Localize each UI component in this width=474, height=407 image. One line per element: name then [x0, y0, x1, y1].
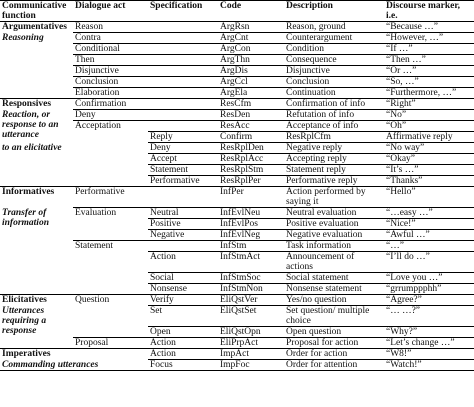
- desc-cell: Counterargument: [284, 33, 384, 44]
- code-cell: ResRplStm: [218, 165, 284, 176]
- act-cell: [73, 230, 148, 241]
- desc-cell: Announcement of actions: [284, 252, 384, 273]
- act-cell: Statement: [73, 241, 148, 252]
- spec-cell: [148, 33, 218, 44]
- spec-cell: [148, 55, 218, 66]
- marker-cell: “…”: [384, 241, 474, 252]
- act-cell: Acceptation: [73, 121, 148, 132]
- spec-cell: [148, 241, 218, 252]
- act-cell: [73, 143, 148, 154]
- spec-cell: [148, 77, 218, 88]
- code-cell: ArgCnt: [218, 33, 284, 44]
- spec-cell: [148, 88, 218, 99]
- table-row: [0, 110, 474, 121]
- header-function: Communicative function: [0, 1, 73, 22]
- act-cell: Deny: [73, 110, 148, 121]
- table-row: [0, 349, 474, 360]
- desc-cell: Order for attention: [284, 360, 384, 371]
- act-cell: Conditional: [73, 44, 148, 55]
- act-cell: [73, 252, 148, 273]
- spec-cell: [148, 44, 218, 55]
- table-row: [0, 33, 474, 44]
- desc-cell: Consequence: [284, 55, 384, 66]
- act-cell: [73, 273, 148, 284]
- desc-cell: Social statement: [284, 273, 384, 284]
- marker-cell: “W8!”: [384, 349, 474, 360]
- marker-cell: “Furthermore, …”: [384, 88, 474, 99]
- marker-cell: “Awful …”: [384, 230, 474, 241]
- spec-cell: Set: [148, 306, 218, 327]
- function-elicitatives: Elicitatives: [0, 295, 73, 306]
- spec-cell: Deny: [148, 143, 218, 154]
- code-cell: ArgRsn: [218, 22, 284, 33]
- spec-cell: Focus: [148, 360, 218, 371]
- spec-cell: Action: [148, 252, 218, 273]
- spec-cell: Action: [148, 349, 218, 360]
- desc-cell: Confirmation of info: [284, 99, 384, 110]
- spec-cell: Action: [148, 338, 218, 349]
- spec-cell: [148, 110, 218, 121]
- header-desc: Description: [284, 1, 384, 22]
- code-cell: ResDen: [218, 110, 284, 121]
- code-cell: EliPrpAct: [218, 338, 284, 349]
- code-cell: EliQstOpn: [218, 327, 284, 338]
- spec-cell: Confirm: [218, 132, 284, 143]
- marker-cell: “Agree?”: [384, 295, 474, 306]
- act-cell: Reason: [73, 22, 148, 33]
- marker-cell: “grrumppphh”: [384, 284, 474, 295]
- desc-cell: Affirmative reply: [384, 132, 474, 143]
- desc-cell: Negative evaluation: [284, 230, 384, 241]
- spec-cell: Open: [148, 327, 218, 338]
- marker-cell: “Hello”: [384, 187, 474, 208]
- code-cell: InfStmNon: [218, 284, 284, 295]
- code-cell: InfStmAct: [218, 252, 284, 273]
- desc-cell: Statement reply: [284, 165, 384, 176]
- function-utterances: Utterances requiring a response: [2, 305, 47, 336]
- act-cell: Proposal: [73, 338, 148, 349]
- act-cell: [73, 154, 148, 165]
- spec-cell: Negative: [148, 230, 218, 241]
- desc-cell: Reason, ground: [284, 22, 384, 33]
- marker-cell: “Because …”: [384, 22, 474, 33]
- desc-cell: Continuation: [284, 88, 384, 99]
- table-row: [0, 360, 474, 371]
- function-transfer: Transfer of information: [2, 207, 49, 228]
- code-cell: ResRplDen: [218, 143, 284, 154]
- desc-cell: Acceptance of info: [284, 121, 384, 132]
- table-row: [0, 143, 474, 154]
- act-cell: Contra: [73, 33, 148, 44]
- marker-cell: “It’s …”: [384, 165, 474, 176]
- desc-cell: Accepting reply: [284, 154, 384, 165]
- function-imperatives: Imperatives: [0, 349, 73, 360]
- desc-cell: Condition: [284, 44, 384, 55]
- act-cell: Then: [73, 55, 148, 66]
- function-argumentatives: Argumentatives: [0, 22, 73, 33]
- code-cell: ArgThn: [218, 55, 284, 66]
- act-cell: Disjunctive: [73, 66, 148, 77]
- marker-cell: “Why?”: [384, 327, 474, 338]
- function-responsives: Responsives: [0, 99, 73, 110]
- code-cell: InfEvlNeu: [218, 208, 284, 219]
- spec-cell: Performative: [148, 176, 218, 187]
- act-cell: [73, 284, 148, 295]
- act-cell: [73, 219, 148, 230]
- table-row: [0, 208, 474, 219]
- code-cell: ResCfm: [218, 99, 284, 110]
- header-code: Code: [218, 1, 284, 22]
- act-cell: Evaluation: [73, 208, 148, 219]
- marker-cell: “However, …”: [384, 33, 474, 44]
- desc-cell: Set question/ multiple choice: [284, 306, 384, 327]
- function-informatives: Informatives: [0, 187, 73, 208]
- marker-cell: “If …”: [384, 44, 474, 55]
- desc-cell: Task information: [284, 241, 384, 252]
- act-cell: [73, 176, 148, 187]
- desc-cell: Neutral evaluation: [284, 208, 384, 219]
- desc-cell: Conclusion: [284, 77, 384, 88]
- desc-cell: Order for action: [284, 349, 384, 360]
- marker-cell: “…easy …”: [384, 208, 474, 219]
- spec-cell: Neutral: [148, 208, 218, 219]
- marker-cell: “Oh”: [384, 121, 474, 132]
- marker-cell: “… …?”: [384, 306, 474, 327]
- spec-cell: Social: [148, 273, 218, 284]
- marker-cell: “Love you …”: [384, 273, 474, 284]
- table-row: [0, 295, 474, 306]
- code-cell: InfStmSoc: [218, 273, 284, 284]
- code-cell: InfPer: [218, 187, 284, 208]
- header-act: Dialogue act: [73, 1, 148, 22]
- act-cell: Confirmation: [73, 99, 148, 110]
- header-marker: Discourse marker, i.e.: [384, 1, 474, 22]
- code-cell: ResRplAcc: [218, 154, 284, 165]
- code-cell: EliQstVer: [218, 295, 284, 306]
- code-cell: ImpAct: [218, 349, 284, 360]
- spec-cell: [148, 66, 218, 77]
- function-reasoning: Reasoning: [2, 32, 44, 43]
- spec-cell: Accept: [148, 154, 218, 165]
- code-cell: InfStm: [218, 241, 284, 252]
- table-row: [0, 22, 474, 33]
- act-cell: [73, 165, 148, 176]
- marker-cell: “Watch!”: [384, 360, 474, 371]
- table-row: [0, 99, 474, 110]
- desc-cell: Proposal for action: [284, 338, 384, 349]
- function-commanding: Commanding utterances: [2, 359, 99, 370]
- code-cell: InfEvlNeg: [218, 230, 284, 241]
- marker-cell: “Right”: [384, 99, 474, 110]
- code-cell: ArgCcl: [218, 77, 284, 88]
- header-row: [0, 1, 474, 22]
- act-cell: Reply: [148, 132, 218, 143]
- act-cell: Conclusion: [73, 77, 148, 88]
- marker-cell: “Nice!”: [384, 219, 474, 230]
- desc-cell: Performative reply: [284, 176, 384, 187]
- spec-cell: [148, 99, 218, 110]
- desc-cell: Disjunctive: [284, 66, 384, 77]
- marker-cell: “I’ll do …”: [384, 252, 474, 273]
- act-cell: Performative: [73, 187, 148, 208]
- table-row: [0, 306, 474, 327]
- act-cell: Question: [73, 295, 148, 306]
- desc-cell: Action performed by saying it: [284, 187, 384, 208]
- marker-cell: “So, …”: [384, 77, 474, 88]
- code-cell: EliQstSet: [218, 306, 284, 327]
- desc-cell: Nonsense statement: [284, 284, 384, 295]
- code-cell: InfEvlPos: [218, 219, 284, 230]
- table-row: [0, 187, 474, 208]
- code-cell: ResRplPer: [218, 176, 284, 187]
- spec-cell: [148, 187, 218, 208]
- spec-cell: Nonsense: [148, 284, 218, 295]
- act-cell: Elaboration: [73, 88, 148, 99]
- act-cell: [73, 327, 148, 338]
- spec-cell: Statement: [148, 165, 218, 176]
- desc-cell: Refutation of info: [284, 110, 384, 121]
- desc-cell: Yes/no question: [284, 295, 384, 306]
- marker-cell: “Let’s change …”: [384, 338, 474, 349]
- code-cell: ResAcc: [218, 121, 284, 132]
- spec-cell: Positive: [148, 219, 218, 230]
- desc-cell: Negative reply: [284, 143, 384, 154]
- spec-cell: [148, 121, 218, 132]
- code-cell: ArgEla: [218, 88, 284, 99]
- marker-cell: “Then …”: [384, 55, 474, 66]
- marker-cell: “Okay”: [384, 154, 474, 165]
- desc-cell: Open question: [284, 327, 384, 338]
- code-cell: ImpFoc: [218, 360, 284, 371]
- code-cell: ArgDis: [218, 66, 284, 77]
- table-body: [0, 22, 474, 371]
- marker-cell: “No”: [384, 110, 474, 121]
- act-cell: [73, 349, 148, 360]
- marker-cell: “Thanks”: [384, 176, 474, 187]
- header-spec: Specification: [148, 1, 218, 22]
- spec-cell: [148, 22, 218, 33]
- code-cell: ArgCon: [218, 44, 284, 55]
- function-elicitative: to an elicitative: [2, 142, 62, 153]
- spec-cell: Verify: [148, 295, 218, 306]
- function-reaction: Reaction, or response to an utterance: [2, 109, 59, 140]
- function-cell: [73, 132, 148, 143]
- marker-cell: “No way”: [384, 143, 474, 154]
- desc-cell: Positive evaluation: [284, 219, 384, 230]
- marker-cell: “Or …”: [384, 66, 474, 77]
- act-cell: [73, 306, 148, 327]
- code-cell: ResRplCfm: [284, 132, 384, 143]
